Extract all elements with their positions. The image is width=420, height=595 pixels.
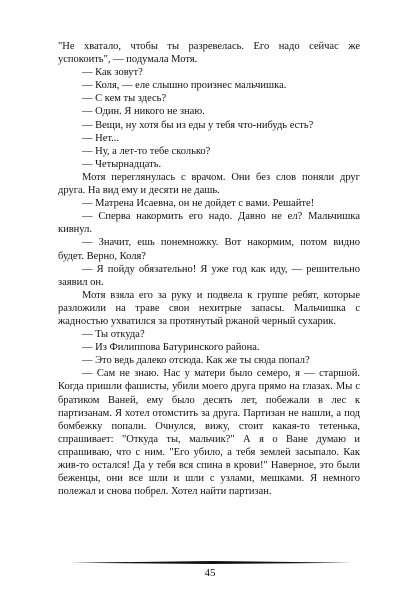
- paragraph: — Я пойду обязательно! Я уже год как иду, — решительно заявил он.: [58, 263, 360, 288]
- paragraph: — Это ведь далеко отсюда. Как же ты сюда попал?: [82, 355, 310, 367]
- paragraph: — С кем ты здесь?: [82, 93, 167, 105]
- page-number: 45: [204, 567, 216, 579]
- paragraph: — Один. Я никого не знаю.: [82, 106, 205, 118]
- paragraph: — Коля, — еле слышно произнес мальчишка.: [82, 80, 287, 92]
- decorative-rule: [70, 561, 352, 564]
- paragraph: — Матрена Исаевна, он не дойдет с вами. Решайте!: [82, 198, 315, 210]
- paragraph: — Ну, а лет-то тебе сколько?: [82, 145, 211, 157]
- paragraph: — Ты откуда?: [82, 329, 145, 341]
- paragraph: — Как зовут?: [82, 67, 143, 79]
- paragraph: — Из Филиппова Батуринского района.: [82, 342, 260, 354]
- paragraph: — Сам не знаю. Нас у матери было семеро, я — старшой. Когда пришли фашисты, убили моего друга прямо на глазах. Мы с братиком Ваней, ему было десять лет, побежали в лес к партизанам. Я хотел отомстить за друга. Партизан не нашли, а под бомбежку попали. Очнулся, вижу, стоит какая-то тетенька, спрашивает: "Откуда ты, мальчик?" А я о Ване думаю и спрашиваю, что с ним. "Его убило, а тебя землей засыпало. Как жив-то остался! Да у тебя вся спина в крови!" Наверное, это были беженцы, они все шли и шли с узлами, мешками. Я немного полежал и снова побрел. Хотел найти партизан.: [58, 368, 360, 498]
- paragraph: "Не хватало, чтобы ты разревелась. Его надо сейчас же успокоить", — подумала Мотя.: [58, 41, 360, 66]
- paragraph: — Нет...: [82, 132, 120, 144]
- paragraph: — Сперва накормить его надо. Давно не ел? Мальчишка кивнул.: [58, 211, 360, 236]
- paragraph: Мотя переглянулась с врачом. Они без слов поняли друг друга. На вид ему и десяти не дашь.: [58, 171, 360, 197]
- paragraph: — Значит, ешь понемножку. Вот накормим, потом видно будет. Верно, Коля?: [58, 237, 360, 262]
- paragraph: Мотя взяла его за руку и подвела к группе ребят, которые разложили на траве свои нехитрые запасы. Мальчишка с жадностью ухватился за протянутый ржаной черный сухарик.: [58, 289, 360, 327]
- body-text: [58, 40, 360, 498]
- paragraph: — Вещи, ну хотя бы из еды у тебя что-нибудь есть?: [82, 119, 314, 131]
- paragraph: — Четырнадцать.: [82, 158, 162, 170]
